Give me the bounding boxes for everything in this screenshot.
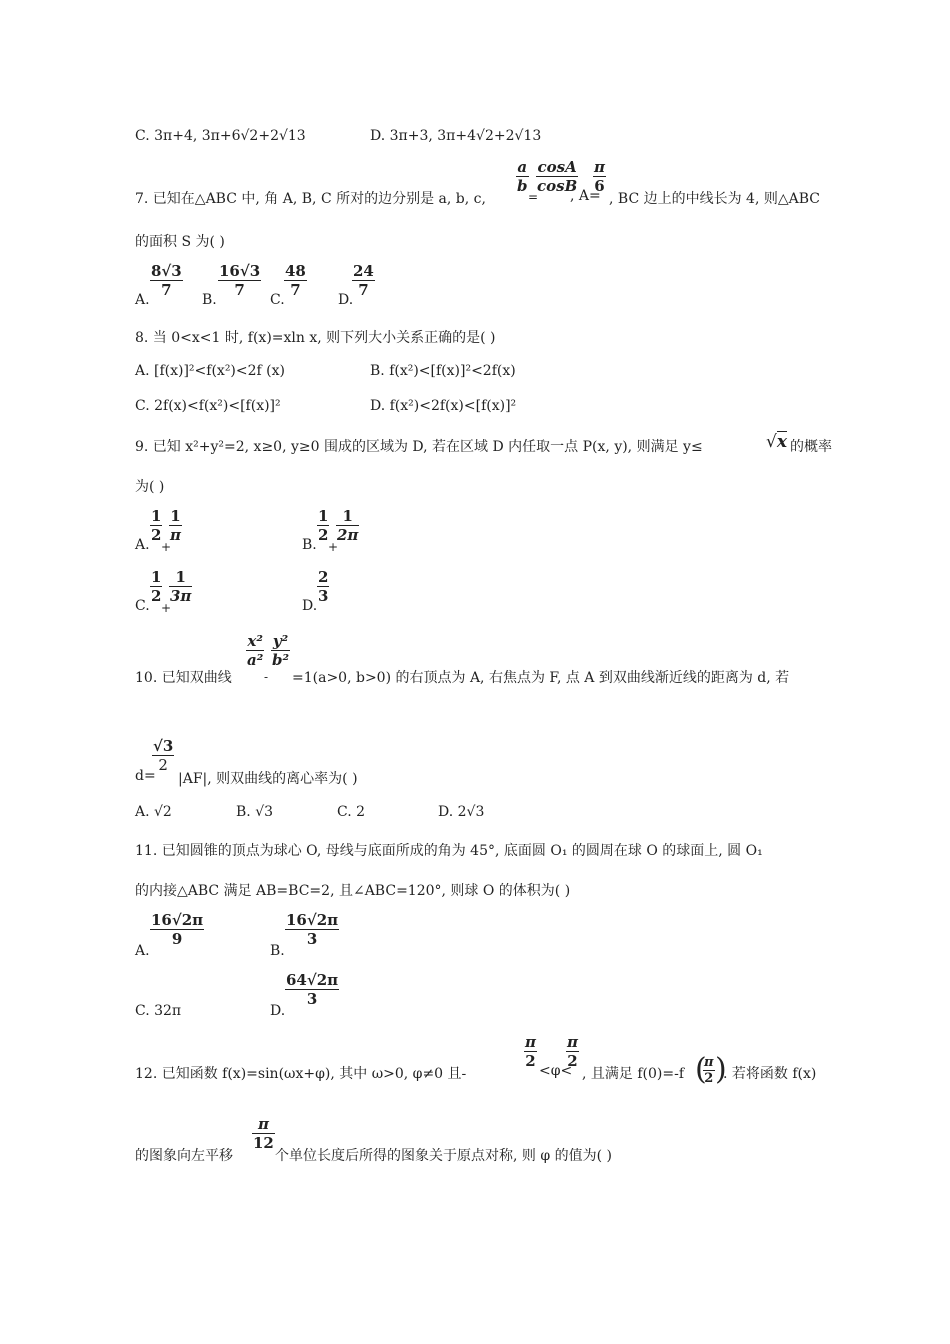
q10-frac-y: $\frac{\text{y²}}{\text{b²}}$ <box>272 632 290 669</box>
q10-text2: =1(a>0, b>0) 的右顶点为 A, 右焦点为 F, 点 A 到双曲线渐近线的距离为 d, 若 <box>292 670 790 686</box>
q12-frac-pi2-b: $\frac{\pi}{2}$ <box>567 1033 578 1070</box>
q7-text2: , A= <box>570 188 601 204</box>
q11-option-b-frac: $\frac{16√2\pi}{3}$ <box>286 911 339 948</box>
q11-option-a-frac: $\frac{16√2\pi}{9}$ <box>151 911 204 948</box>
q9-text1: 9. 已知 x²+y²=2, x≥0, y≥0 围成的区域为 D, 若在区域 D 内任取一点 P(x, y), 则满足 y≤ <box>135 439 703 455</box>
q12-paren-close: ) <box>715 1052 727 1087</box>
q11-text2: 的内接△ABC 满足 AB=BC=2, 且∠ABC=120°, 则球 O 的体积为( ) <box>135 883 571 899</box>
q7-text4: 的面积 S 为( ) <box>135 234 225 250</box>
q9-d-frac: $\frac{2}{3}$ <box>318 568 329 605</box>
q10-option-c: C. 2 <box>337 804 366 820</box>
q8-option-d: D. f(x²)<2f(x)<[f(x)]² <box>370 398 517 414</box>
q9-b-frac2: $\frac{1}{2\pi}$ <box>337 507 359 544</box>
q10-option-d: D. 2√3 <box>438 804 485 820</box>
q7-option-d-label: D. <box>338 292 354 308</box>
q7-option-b-frac: $\frac{16√3}{7}$ <box>219 262 261 299</box>
q12-text6: 个单位长度后所得的图象关于原点对称, 则 φ 的值为( ) <box>275 1148 612 1164</box>
q10-frac-x: $\frac{\text{x²}}{\text{a²}}$ <box>247 632 264 669</box>
q10-text1: 10. 已知双曲线 <box>135 670 232 686</box>
q9-option-a-label: A. <box>135 537 150 553</box>
q7-option-c-label: C. <box>270 292 285 308</box>
q10-d-eq: d= <box>135 768 156 784</box>
q9-text2: 的概率 <box>790 439 832 455</box>
q10-option-a: A. √2 <box>135 804 172 820</box>
q8-text: 8. 当 0<x<1 时, f(x)=xln x, 则下列大小关系正确的是( ) <box>135 330 496 346</box>
q12-text3: , 且满足 f(0)=-f <box>582 1066 685 1082</box>
q11-option-c: C. 32π <box>135 1003 182 1019</box>
q9-option-d-label: D. <box>302 598 318 614</box>
q10-minus: - <box>264 670 269 684</box>
q12-frac-pi12: $\frac{\pi}{12}$ <box>253 1115 274 1152</box>
q9-a-frac1: $\frac{1}{2}$ <box>151 507 162 544</box>
q10-option-b: B. √3 <box>236 804 274 820</box>
q6-option-c: C. 3π+4, 3π+6√2+2√13 <box>135 128 306 144</box>
q7-option-a-label: A. <box>135 292 150 308</box>
q9-a-plus: + <box>161 540 172 554</box>
q10-text3: |AF|, 则双曲线的离心率为( ) <box>178 771 358 787</box>
q10-frac-sqrt3: $\frac{√3}{2}$ <box>153 737 174 774</box>
q12-paren: ( <box>695 1052 707 1087</box>
q7-frac-cos: $\frac{\cos A}{\cos B}$ <box>537 158 578 195</box>
q9-c-plus: + <box>161 601 172 615</box>
q11-option-a-label: A. <box>135 943 150 959</box>
q7-option-d-frac: $\frac{24}{7}$ <box>353 262 374 299</box>
q9-c-frac1: $\frac{1}{2}$ <box>151 568 162 605</box>
q7-eq: = <box>528 190 539 204</box>
q7-option-a-frac: $\frac{8√3}{7}$ <box>151 262 182 299</box>
q8-option-a: A. [f(x)]²<f(x²)<2f (x) <box>135 363 285 379</box>
q7-frac-ab: $\frac{a}{b}$ <box>517 158 528 195</box>
q9-text3: 为( ) <box>135 479 165 495</box>
q6-option-d: D. 3π+3, 3π+4√2+2√13 <box>370 128 542 144</box>
q12-text1: 12. 已知函数 f(x)=sin(ωx+φ), 其中 ω>0, φ≠0 且- <box>135 1066 467 1082</box>
q7-option-b-label: B. <box>202 292 217 308</box>
q12-text4: . 若将函数 f(x) <box>723 1066 817 1082</box>
q11-option-d-label: D. <box>270 1003 286 1019</box>
q7-frac-pi6: $\frac{\pi}{6}$ <box>594 158 605 195</box>
q9-option-c-label: C. <box>135 598 150 614</box>
q7-text1: 7. 已知在△ABC 中, 角 A, B, C 所对的边分别是 a, b, c, <box>135 191 486 207</box>
q9-option-b-label: B. <box>302 537 317 553</box>
q9-c-frac2: $\frac{1}{3\pi}$ <box>170 568 192 605</box>
q9-a-frac2: $\frac{1}{\pi}$ <box>170 507 181 544</box>
q11-option-d-frac: $\frac{64√2\pi}{3}$ <box>286 971 339 1008</box>
q9-b-frac1: $\frac{1}{2}$ <box>318 507 329 544</box>
q11-text1: 11. 已知圆锥的顶点为球心 O, 母线与底面所成的角为 45°, 底面圆 O₁ 的圆周在球 O 的球面上, 圆 O₁ <box>135 843 763 859</box>
q12-text2: <φ< <box>539 1063 573 1079</box>
q7-text3: , BC 边上的中线长为 4, 则△ABC <box>609 191 821 207</box>
q12-frac-pi2-a: $\frac{\pi}{2}$ <box>525 1033 536 1070</box>
q7-option-c-frac: $\frac{48}{7}$ <box>285 262 306 299</box>
q9-b-plus: + <box>328 540 339 554</box>
q8-option-b: B. f(x²)<[f(x)]²<2f(x) <box>370 363 516 379</box>
q12-text5: 的图象向左平移 <box>135 1148 233 1164</box>
q11-option-b-label: B. <box>270 943 285 959</box>
q12-frac-pi2-c: $\frac{\pi}{2}$ <box>704 1055 714 1086</box>
q9-sqrt-sign: √x <box>766 432 787 452</box>
q8-option-c: C. 2f(x)<f(x²)<[f(x)]² <box>135 398 281 414</box>
